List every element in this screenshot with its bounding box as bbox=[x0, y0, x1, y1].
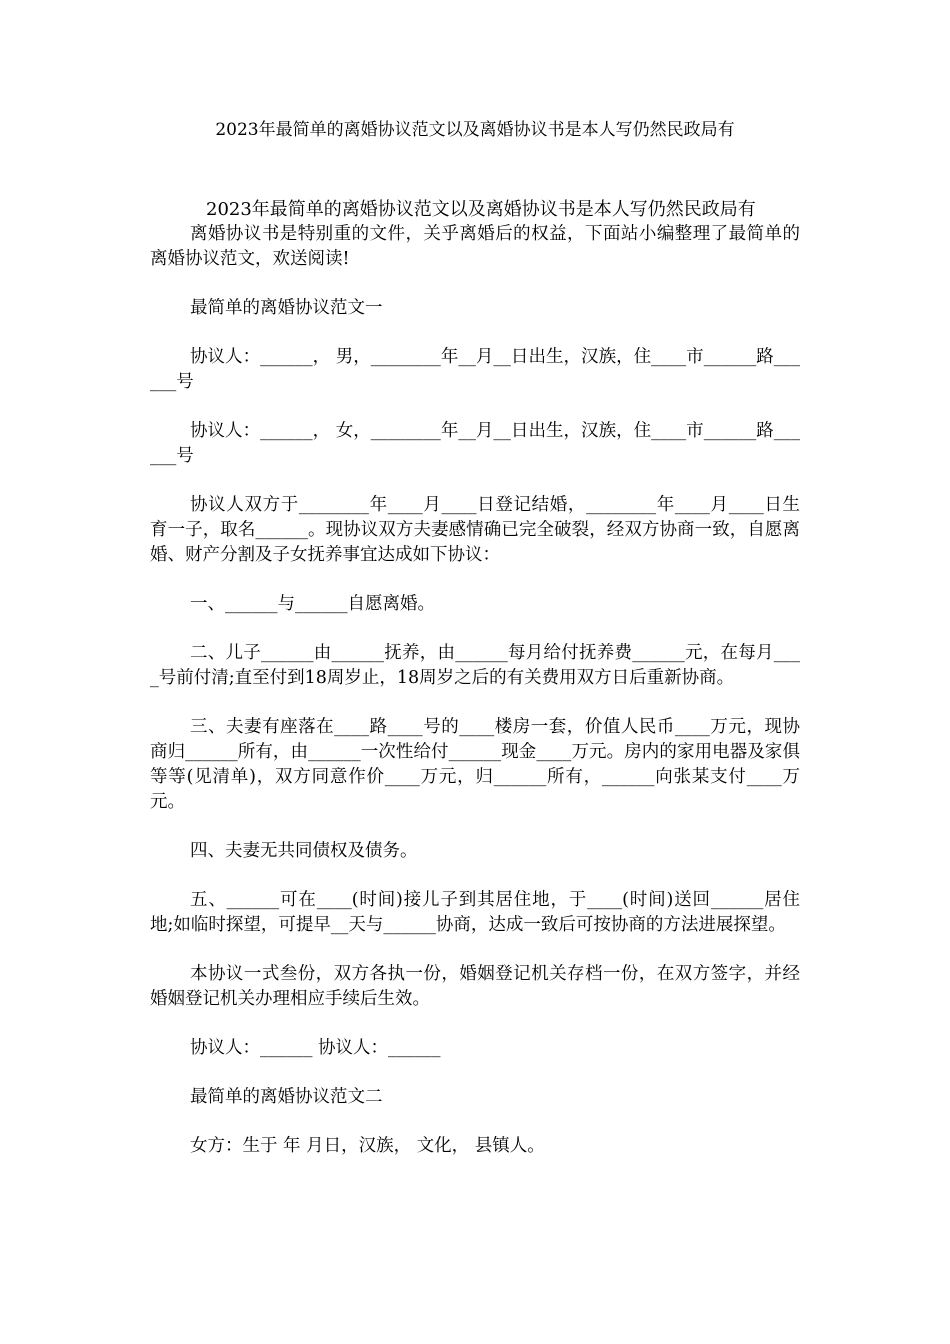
party-male-paragraph: 协议人：______， 男，________年__月__日出生，汉族，住____市______路______号 bbox=[150, 347, 800, 392]
section-heading-two: 最简单的离婚协议范文二 bbox=[190, 1087, 383, 1107]
female-party-line: 女方：生于 年 月日，汉族， 文化， 县镇人。 bbox=[190, 1136, 545, 1156]
document-title: 2023年最简单的离婚协议范文以及离婚协议书是本人写仍然民政局有 bbox=[215, 120, 735, 140]
party-female-paragraph: 协议人：______， 女，________年__月__日出生，汉族，住____市______路______号 bbox=[150, 421, 800, 466]
copies-paragraph: 本协议一式叁份，双方各执一份，婚姻登记机关存档一份，在双方签字，并经婚姻登记机关办理相应手续后生效。 bbox=[150, 964, 800, 1009]
section-heading-one: 最简单的离婚协议范文一 bbox=[190, 298, 383, 318]
document-subtitle: 2023年最简单的离婚协议范文以及离婚协议书是本人写仍然民政局有 bbox=[206, 199, 756, 220]
clause-four: 四、夫妻无共同债权及债务。 bbox=[190, 841, 418, 861]
clause-three: 三、夫妻有座落在____路____号的____楼房一套，价值人民币____万元，现协商归______所有，由______一次性给付______现金____万元。房内的家用电器及家俱等等(见清单)，双方同意作价____万元，归______所有，______向张某支付____万元。 bbox=[150, 717, 800, 812]
clause-two: 二、儿子______由______抚养，由______每月给付抚养费______元，在每月____号前付清;直至付到18周岁止，18周岁之后的有关费用双方日后重新协商。 bbox=[150, 643, 800, 688]
signature-line: 协议人：______ 协议人：______ bbox=[190, 1038, 441, 1058]
intro-paragraph: 离婚协议书是特别重的文件，关乎离婚后的权益，下面站小编整理了最简单的离婚协议范文，欢送阅读! bbox=[150, 224, 800, 269]
marriage-paragraph: 协议人双方于________年____月____日登记结婚，________年____月____日生育一子，取名______。现协议双方夫妻感情确已完全破裂，经双方协商一致，自愿离婚、财产分割及子女抚养事宜达成如下协议： bbox=[150, 495, 800, 565]
clause-one: 一、______与______自愿离婚。 bbox=[190, 594, 435, 614]
document-page bbox=[150, 118, 800, 1183]
clause-five: 五、______可在____(时间)接儿子到其居住地，于____(时间)送回______居住地;如临时探望，可提早__天与______协商，达成一致后可按协商的方法进展探望。 bbox=[150, 890, 800, 935]
